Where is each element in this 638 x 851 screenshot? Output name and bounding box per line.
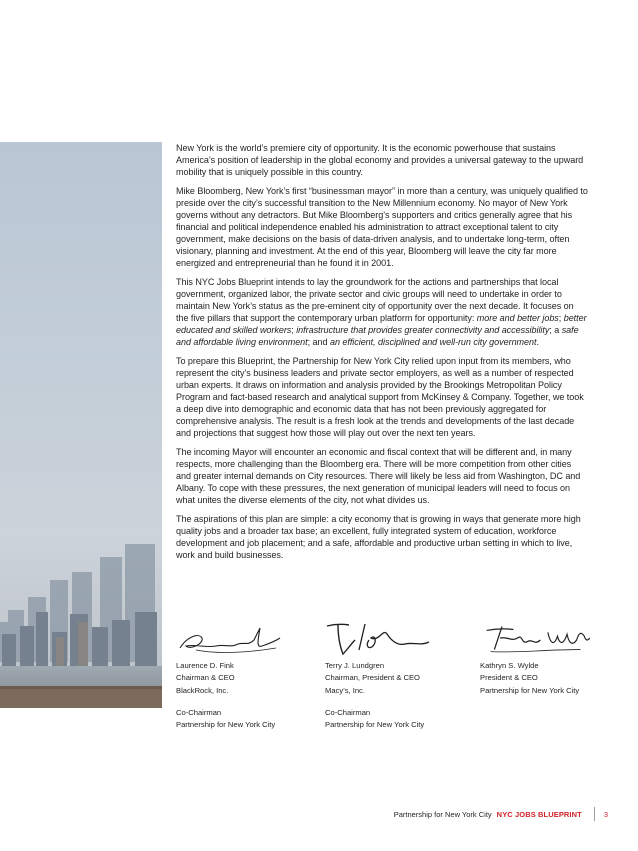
paragraph-text: . <box>536 337 539 347</box>
emphasis-text: better educated and skilled workers <box>176 313 587 335</box>
signatory-name: Laurence D. Fink <box>176 661 234 670</box>
signatory-wylde <box>480 620 610 697</box>
body-paragraph <box>176 355 588 439</box>
signatory-org: BlackRock, Inc. <box>176 685 229 695</box>
paragraph-text: To prepare this Blueprint, the Partnership for New York City relied upon input from its members, who represent the city’s business leaders and private sector employers, as well as a number of respected urban experts. It draws on information and analysis provided by the Brookings Metropolitan Policy Program and fact-based research and analytical support from McKinsey & Company. Together, we took a deep dive into demographic and economic data that has not been previously aggregated for comprehensive analysis. The result is a fresh look at the trends and developments of the last decade and projections that suggest how those will play out over the next ten years. <box>176 356 584 438</box>
paragraph-text: ; <box>558 313 564 323</box>
foreword-text <box>176 142 588 568</box>
skyline-illustration <box>0 142 162 708</box>
signatory-role: Co-Chairman <box>176 707 222 717</box>
signatory-role-org: Partnership for New York City <box>325 720 425 730</box>
signatory-role: Co-Chairman <box>325 707 371 717</box>
signatory-org: Partnership for New York City <box>480 685 580 695</box>
paragraph-text: Mike Bloomberg, New York’s first “businessman mayor” in more than a century, was uniquely qualified to preside over the city’s successful transition to the New Millennium economy. No mayor of New York governs without any detractors. But Mike Bloomberg’s supporters and critics generally agree that his financial and political independence enabled his administration to attract exceptional talent to city government, make decisions on the basis of data-driven analysis, and to undertake long-term, often visionary, planning and investment. At the end of this year, Bloomberg will leave the city far more energized and entrepreneurial than he found it in 2001. <box>176 186 588 268</box>
signatory-fink <box>176 620 316 731</box>
footer-brand: NYC JOBS BLUEPRINT <box>496 809 582 819</box>
body-paragraph <box>176 276 588 348</box>
signature-lundgren <box>325 620 465 660</box>
body-paragraph <box>176 142 588 178</box>
signatory-title: Chairman & CEO <box>176 673 235 683</box>
body-paragraph <box>176 513 588 561</box>
page-number: 3 <box>603 809 608 819</box>
signatory-title: Chairman, President & CEO <box>325 673 420 683</box>
page-footer <box>394 807 608 821</box>
footer-divider <box>594 807 595 821</box>
body-paragraph <box>176 185 588 269</box>
signatory-lundgren <box>325 620 465 731</box>
signatory-role-org: Partnership for New York City <box>176 720 276 730</box>
emphasis-text: infrastructure that provides greater connectivity and accessibility <box>296 325 550 335</box>
paragraph-text: The aspirations of this plan are simple: a city economy that is growing in ways that generate more high quality jobs and a broader tax base; an excellent, fully integrated system of education, workforce development and job placement; and a safe, affordable and productive urban setting in which to live, work and build businesses. <box>176 514 581 560</box>
skyline-photo <box>0 142 162 708</box>
paragraph-text: This NYC Jobs Blueprint intends to lay the groundwork for the actions and partnerships that local government, organized labor, the private sector and civic groups will need to undertake in order to maintain New York’s status as the pre-eminent city of opportunity over the next decade. It focuses on the five pillars that support the contemporary urban platform for opportunity: <box>176 277 574 323</box>
signatory-name: Terry J. Lundgren <box>325 661 385 670</box>
signatory-name: Kathryn S. Wylde <box>480 661 539 670</box>
paragraph-text: New York is the world’s premiere city of opportunity. It is the economic powerhouse that sustains America’s position of leadership in the global economy and provides a universal gateway to the upward mobility that is uniquely possible in this country. <box>176 143 584 177</box>
paragraph-text: ; <box>291 325 297 335</box>
signatory-org: Macy’s, Inc. <box>325 685 365 695</box>
body-paragraph <box>176 446 588 506</box>
paragraph-text: ; a <box>549 325 562 335</box>
footer-org: Partnership for New York City <box>393 809 492 819</box>
paragraph-text: The incoming Mayor will encounter an economic and fiscal context that will be different and, in many respects, more challenging than the Bloomberg era. There will be more competition from other cities and greater internal demands on City resources. There will likely be less aid from Washington, DC and Albany. To cope with these pressures, the next generation of municipal leaders will need to focus on what unites the diverse elements of the city, not what divides us. <box>176 447 581 505</box>
emphasis-text: more and better jobs <box>476 313 559 323</box>
signatory-title: President & CEO <box>480 673 538 683</box>
signature-fink <box>176 620 316 660</box>
paragraph-text: ; and <box>307 337 330 347</box>
emphasis-text: an efficient, disciplined and well-run city government <box>329 337 537 347</box>
signature-wylde <box>480 620 610 660</box>
emphasis-text: safe and affordable living environment <box>176 325 579 347</box>
